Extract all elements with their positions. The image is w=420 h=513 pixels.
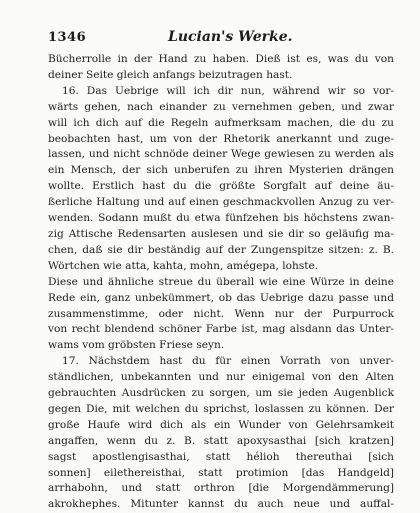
text-line: wärts gehen, nach einander zu vernehmen geben, und zwar [48,100,394,113]
text-line: beobachten hast, um von der Rhetorik anerkannt und zuge- [48,132,394,145]
text-line: Diese und ähnliche streue du überall wie eine Würze in deine [48,275,394,288]
text-line: will ich dich auf die Regeln aufmerksam machen, die du zu [48,116,394,129]
text-line: ßerliche Haltung und auf einen geschmackvollen Anzug zu ver- [48,196,394,209]
text-line: zusammenstimme, oder nicht. Wenn nur der Purpurrock [48,307,394,320]
body-text [48,52,394,513]
page-number: 1346 [48,30,87,45]
text-line: wams vom gröbsten Friese seyn. [48,339,225,352]
text-line: von recht blendend schöner Farbe ist, mag alsdann das Unter- [48,323,394,336]
paragraph-17 [48,354,394,513]
paragraph-16 [48,84,394,354]
text-line: Rede ein, ganz unbekümmert, ob das Uebrige dazu passe und [48,291,394,304]
text-line: lassen, und nicht schnöde deiner Wege gewiesen zu werden als [48,148,394,161]
text-line: ständlichen, unbekannten und nur einigemal von den Alten [48,371,394,384]
text-line: ein Mensch, der sich unberufen zu ihren Mysterien drängen [48,164,394,177]
text-line: Wörtchen wie atta, kahta, mohn, amégepa, lohste. [48,259,319,272]
running-head: Lucian's Werke. [168,29,293,45]
text-line: sagst apostlengisasthai, statt hélioh thereuthai [sich [48,450,394,463]
text-line: angaffen, wenn du z. B. statt apoxysasthai [sich kratzen] [48,434,394,447]
text-line: wenden. Sodann mußt du etwa fünfzehen bis höchstens zwan- [48,212,394,225]
page-header [48,30,392,50]
text-line: große Haufe wird dich als ein Wunder von Gelehrsamkeit [48,418,394,431]
text-line: sonnen] eiletherеisthai, statt protimion [das Handgeld] [48,466,394,479]
text-line: deiner Seite gleich anfangs beizutragen hast. [48,68,293,81]
text-line: Bücherrolle in der Hand zu haben. Dieß ist es, was du von [48,53,394,65]
text-line: gebrauchten Ausdrücken zu sorgen, um sie jeden Augenblick [48,387,394,400]
text-line: zig Attische Redensarten auslesen und sie dir so geläufig ma- [48,227,394,240]
text-line: 17. Nächstdem hast du für einen Vorrath von unver- [62,355,394,368]
text-line: akrokhephes. Mitunter kannst du auch neue und auffal- [48,498,394,511]
text-line: wollte. Erstlich hast du die größte Sorgfalt auf deine äu- [48,180,394,193]
text-line: 16. Das Uebrige will ich dir nun, während wir so vor- [62,84,394,97]
text-line: chen, daß sie dir beständig auf der Zungenspitze sitzen: z. B. [48,243,394,256]
text-line: gegen Die, mit welchen du sprichst, loslassen zu können. Der [48,402,394,415]
paragraph [48,52,394,84]
text-line: arrhabohn, und statt orthron [die Morgendämmerung] [48,482,394,495]
